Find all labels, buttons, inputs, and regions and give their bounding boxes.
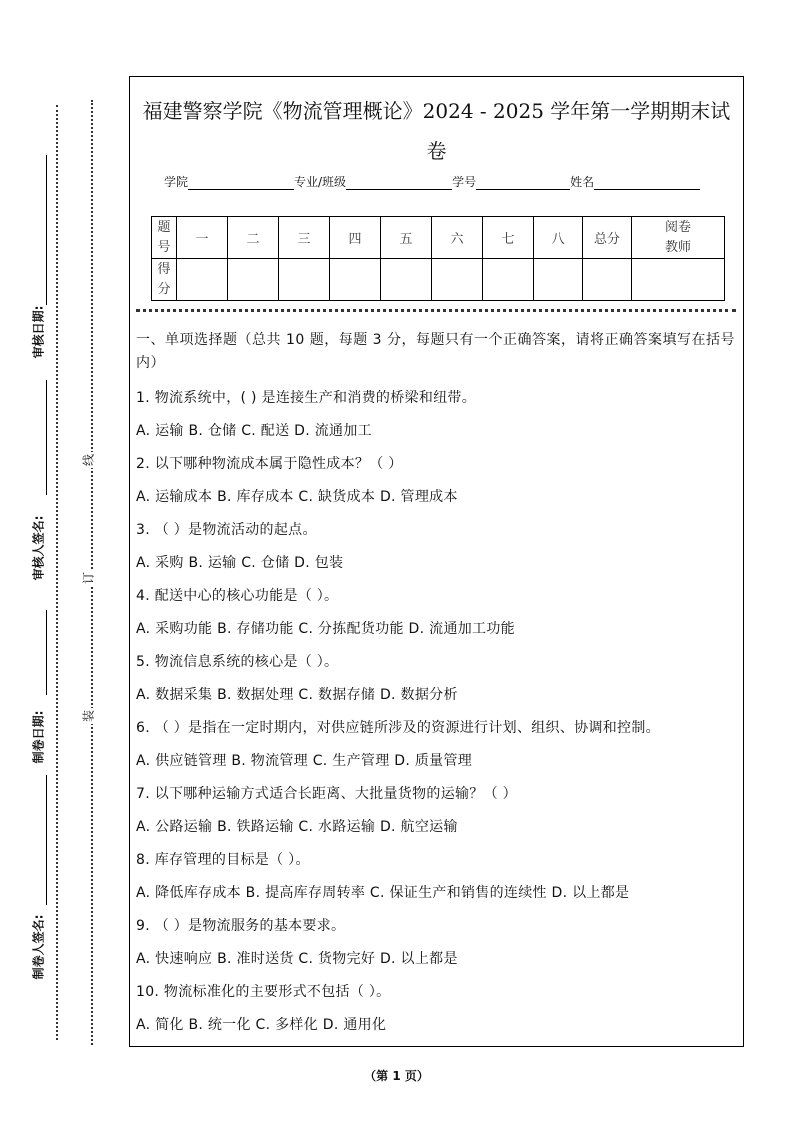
question-4: 4. 配送中心的核心功能是（ ）。 — [136, 588, 339, 604]
score-col-3: 三 — [279, 217, 330, 259]
score-col-total: 总分 — [583, 217, 632, 259]
signature-line-paper-date — [46, 610, 47, 695]
binding-mark-line: 线 — [81, 453, 96, 467]
student-id-label: 学号 — [452, 175, 477, 189]
score-col-8: 八 — [534, 217, 583, 259]
question-1-options: A. 运输 B. 仓储 C. 配送 D. 流通加工 — [136, 423, 372, 439]
signature-line-reviewer — [46, 380, 47, 495]
score-table-score-row — [152, 259, 725, 301]
paper-maker-signature-label: 制卷人签名: — [31, 914, 46, 980]
binding-mark-bind: 装 — [81, 709, 96, 723]
score-col-4: 四 — [330, 217, 381, 259]
score-cell-6[interactable] — [432, 259, 483, 301]
question-8: 8. 库存管理的目标是（ ）。 — [136, 852, 310, 868]
section-separator — [136, 309, 736, 312]
name-field[interactable] — [594, 176, 700, 190]
student-id-field[interactable] — [476, 176, 570, 190]
question-7: 7. 以下哪种运输方式适合长距离、大批量货物的运输？（ ） — [136, 786, 517, 802]
score-col-1: 一 — [177, 217, 228, 259]
question-10-options: A. 简化 B. 统一化 C. 多样化 D. 通用化 — [136, 1017, 387, 1033]
question-2-options: A. 运输成本 B. 库存成本 C. 缺货成本 D. 管理成本 — [136, 489, 458, 505]
question-section — [136, 329, 736, 1042]
college-field[interactable] — [188, 176, 294, 190]
major-class-label: 专业/班级 — [294, 175, 347, 189]
score-cell-4[interactable] — [330, 259, 381, 301]
score-cell-5[interactable] — [381, 259, 432, 301]
question-3: 3. （ ）是物流活动的起点。 — [136, 522, 317, 538]
exam-frame — [129, 76, 744, 1047]
question-4-options: A. 采购功能 B. 存储功能 C. 分拣配货功能 D. 流通加工功能 — [136, 621, 515, 637]
question-2: 2. 以下哪种物流成本属于隐性成本？（ ） — [136, 456, 403, 472]
score-table-header-row — [152, 217, 725, 259]
question-1: 1. 物流系统中，( ) 是连接生产和消费的桥梁和纽带。 — [136, 390, 477, 406]
score-col-grader: 阅卷教师 — [632, 217, 725, 259]
review-date-label: 审核日期: — [31, 305, 46, 359]
question-9: 9. （ ）是物流服务的基本要求。 — [136, 918, 346, 934]
score-cell-1[interactable] — [177, 259, 228, 301]
question-7-options: A. 公路运输 B. 铁路运输 C. 水路运输 D. 航空运输 — [136, 819, 458, 835]
exam-title-line1: 福建警察学院《物流管理概论》2024 - 2025 学年第一学期期末试 — [142, 99, 731, 123]
score-row-label: 得分 — [152, 259, 177, 301]
paper-date-label: 制卷日期: — [31, 710, 46, 764]
signature-line-paper-maker — [46, 775, 47, 905]
student-info-row — [164, 173, 724, 190]
question-5-options: A. 数据采集 B. 数据处理 C. 数据存储 D. 数据分析 — [136, 687, 458, 703]
score-cell-2[interactable] — [228, 259, 279, 301]
question-9-options: A. 快速响应 B. 准时送货 C. 货物完好 D. 以上都是 — [136, 951, 458, 967]
score-col-2: 二 — [228, 217, 279, 259]
dotted-line-outer — [56, 105, 58, 1040]
question-6-options: A. 供应链管理 B. 物流管理 C. 生产管理 D. 质量管理 — [136, 753, 473, 769]
score-col-6: 六 — [432, 217, 483, 259]
question-3-options: A. 采购 B. 运输 C. 仓储 D. 包装 — [136, 555, 344, 571]
binding-mark-fix: 订 — [81, 571, 96, 585]
name-label: 姓名 — [570, 175, 595, 189]
major-class-field[interactable] — [346, 176, 452, 190]
score-cell-8[interactable] — [534, 259, 583, 301]
question-6: 6. （ ）是指在一定时期内，对供应链所涉及的资源进行计划、组织、协调和控制。 — [136, 720, 660, 736]
score-cell-3[interactable] — [279, 259, 330, 301]
score-table — [151, 216, 725, 301]
score-col-7: 七 — [483, 217, 534, 259]
question-5: 5. 物流信息系统的核心是（ ）。 — [136, 654, 339, 670]
college-label: 学院 — [164, 175, 189, 189]
score-col-5: 五 — [381, 217, 432, 259]
question-number-header: 题号 — [152, 217, 177, 259]
score-cell-7[interactable] — [483, 259, 534, 301]
signature-line-review-date — [46, 155, 47, 305]
exam-title-line2: 卷 — [426, 139, 447, 163]
section-title: 一、单项选择题（总共 10 题，每题 3 分，每题只有一个正确答案，请将正确答案填写在括号内） — [136, 332, 736, 371]
question-list — [136, 382, 736, 1042]
question-8-options: A. 降低库存成本 B. 提高库存周转率 C. 保证生产和销售的连续性 D. 以上都是 — [136, 885, 630, 901]
page-number: （第 1 页） — [364, 1069, 429, 1083]
score-cell-grader[interactable] — [632, 259, 725, 301]
score-cell-total[interactable] — [583, 259, 632, 301]
reviewer-signature-label: 审核人签名: — [31, 515, 46, 581]
question-10: 10. 物流标准化的主要形式不包括（ ）。 — [136, 984, 391, 1000]
